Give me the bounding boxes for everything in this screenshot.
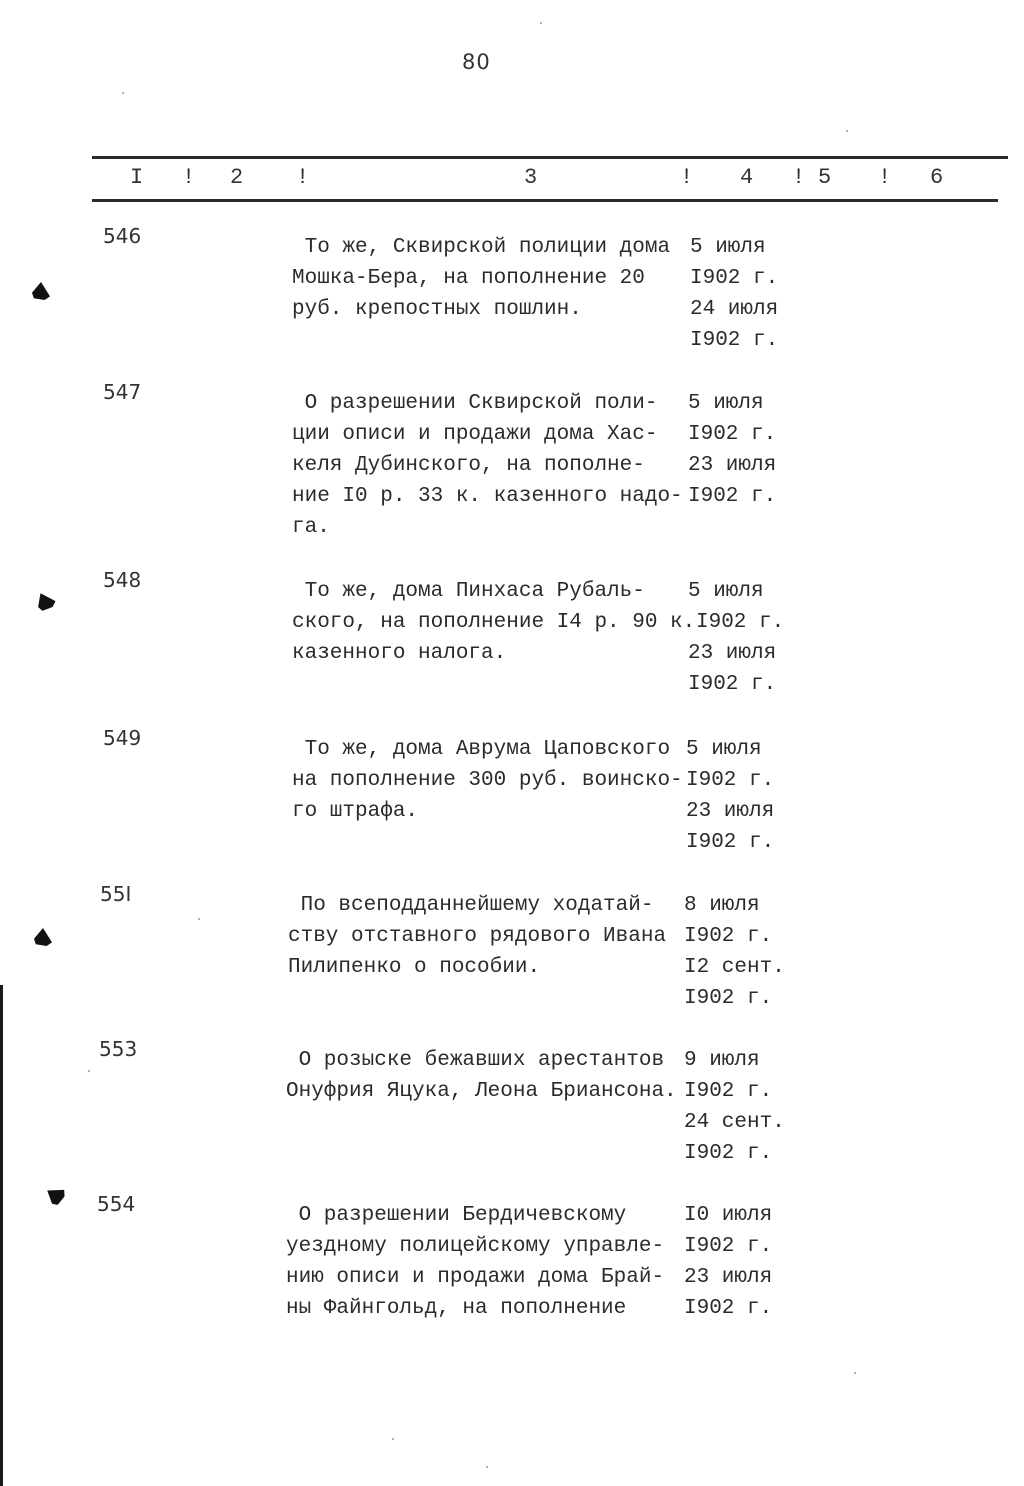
entry-dates [684,1200,814,1324]
entry-description [286,1200,686,1324]
header-col-2: 2 [230,165,244,190]
date-start-year: I902 г. [696,611,785,634]
scan-speck [122,92,124,94]
date-start-year: I902 г. [690,267,779,290]
header-col-1: I [130,165,144,190]
date-end-year: I902 г. [684,987,773,1010]
description-line: на пополнение 300 руб. воинско- [292,769,683,792]
entry-description [288,890,688,983]
description-line: ны Файнгольд, на пополнение [286,1297,627,1320]
date-end: 23 июля [686,800,775,823]
entry-dates [686,734,816,858]
date-start: 5 июля [688,392,764,415]
description-line: га. [292,516,330,539]
date-end-year: I902 г. [688,485,777,508]
date-start: 5 июля [688,580,764,603]
scan-speck [392,1438,394,1440]
description-line: го штрафа. [292,800,419,823]
header-separator: ! [296,165,310,190]
entry-dates [684,1045,814,1169]
entry-description [292,388,692,543]
header-col-5: 5 [818,165,832,190]
entry-number: 546 [103,224,142,248]
date-end: 23 июля [684,1266,773,1289]
date-end-year: I902 г. [684,1142,773,1165]
entry-number: 548 [103,568,142,592]
header-separator: ! [680,165,694,190]
scan-speck [486,1466,488,1468]
scan-speck [540,22,542,24]
hole-punch-mark [34,928,52,946]
date-end: 24 сент. [684,1111,785,1134]
description-line: О разрешении Сквирской поли- [292,392,658,415]
scan-speck [88,1070,90,1072]
description-line: уездному полицейскому управле- [286,1235,665,1258]
description-line: То же, Сквирской полиции дома [292,236,671,259]
header-col-6: 6 [930,165,944,190]
date-start-year: I902 г. [684,1235,773,1258]
scan-speck [854,1372,856,1374]
scan-speck [846,130,848,132]
entry-number: 547 [103,380,142,404]
date-start-year: I902 г. [684,925,773,948]
date-start: 9 июля [684,1049,760,1072]
description-line: О розыске бежавших арестантов [286,1049,665,1072]
date-start-year: I902 г. [684,1080,773,1103]
description-line: ству отставного рядового Ивана [288,925,667,948]
date-start-year: I902 г. [686,769,775,792]
description-line: Мошка-Бера, на пополнение 20 [292,267,645,290]
date-start: 5 июля [686,738,762,761]
description-line: ние I0 р. 33 к. казенного надо- [292,485,683,508]
header-separator: ! [792,165,806,190]
header-col-3: 3 [524,165,538,190]
entry-number: 554 [97,1192,136,1216]
description-line: руб. крепостных пошлин. [292,298,582,321]
header-separator: ! [182,165,196,190]
date-start: 8 июля [684,894,760,917]
date-end: I2 сент. [684,956,785,979]
description-line: Онуфрия Яцука, Леона Бриансона. [286,1080,677,1103]
page-number: 80 [462,50,491,74]
date-start: 5 июля [690,236,766,259]
entry-dates [688,388,818,512]
hole-punch-mark [33,589,58,614]
entry-number: 55I [100,882,132,906]
description-line: По всеподданнейшему ходатай- [288,894,654,917]
entry-description [286,1045,706,1107]
header-bottom-rule [92,199,998,202]
scan-speck [198,918,200,920]
date-end-year: I902 г. [686,831,775,854]
description-line: То же, дома Аврума Цаповского [292,738,671,761]
entry-description [292,232,692,325]
date-end: 23 июля [688,454,777,477]
description-line: О разрешении Бердичевскому [286,1204,627,1227]
entry-dates [684,890,814,1014]
header-separator: ! [878,165,892,190]
entry-number: 549 [103,726,142,750]
date-end-year: I902 г. [690,329,779,352]
header-col-4: 4 [740,165,754,190]
description-line: То же, дома Пинхаса Рубаль- [292,580,645,603]
date-start: I0 июля [684,1204,773,1227]
description-line: ции описи и продажи дома Хас- [292,423,658,446]
description-line: келя Дубинского, на пополне- [292,454,645,477]
date-end-year: I902 г. [684,1297,773,1320]
date-end-year: I902 г. [688,673,777,696]
entry-dates [690,232,820,356]
date-end: 23 июля [688,642,777,665]
description-line: Пилипенко о пособии. [288,956,541,979]
hole-punch-mark [32,282,50,300]
entry-description [292,734,692,827]
scan-edge [0,985,3,1486]
description-line: казенного налога. [292,642,507,665]
hole-punch-mark [43,1183,68,1208]
entry-dates [688,576,818,700]
date-start-year: I902 г. [688,423,777,446]
date-end: 24 июля [690,298,779,321]
entry-number: 553 [99,1037,138,1061]
description-line: нию описи и продажи дома Брай- [286,1266,665,1289]
header-top-rule [92,156,1008,159]
entry-description [292,576,712,669]
description-line: ского, на пополнение I4 р. 90 к. [292,611,696,634]
